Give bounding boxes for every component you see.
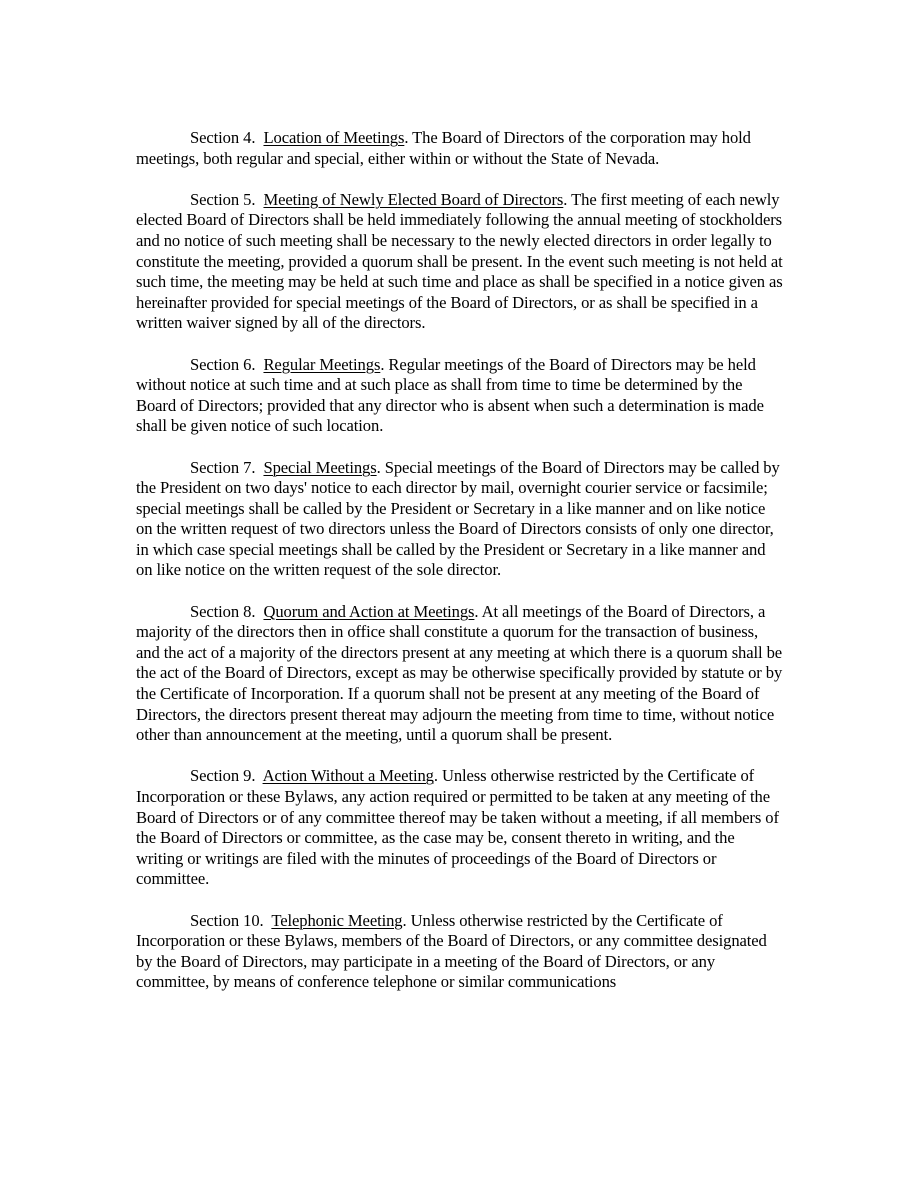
section-text: . The Board of Directors of the corporation may hold meetings, both regular and special, either within or without the State of Nevada.	[136, 128, 751, 168]
section-8	[136, 602, 784, 746]
section-heading: Location of Meetings	[263, 128, 405, 147]
section-7	[136, 458, 784, 582]
section-text: . Unless otherwise restricted by the Certificate of Incorporation or these Bylaws, any action required or permitted to be taken at any meeting of the Board of Directors or of any committee thereof may be taken without a meeting, if all members of the Board of Directors or committee, as the case may be, consent thereto in writing, and the writing or writings are filed with the minutes of proceedings of the Board of Directors or committee.	[136, 766, 779, 889]
section-text: . Unless otherwise restricted by the Certificate of Incorporation or these Bylaws, members of the Board of Directors, or any committee designated by the Board of Directors, may participate in a meeting of the Board of Directors, or any committee, by means of conference telephone or similar communications	[136, 910, 767, 992]
section-number: Section 6.	[190, 354, 264, 374]
section-10	[136, 911, 784, 993]
section-9	[136, 766, 784, 890]
section-number: Section 9.	[190, 766, 263, 786]
section-heading: Telephonic Meeting	[271, 910, 403, 930]
section-heading: Regular Meetings	[263, 354, 381, 374]
section-text: . Regular meetings of the Board of Directors may be held without notice at such time and at such place as shall from time to time be determined by the Board of Directors; provided that any director who is absent when such a determination is made shall be given notice of such location.	[136, 354, 764, 436]
section-4	[136, 128, 784, 169]
section-number: Section 7.	[190, 457, 264, 477]
section-heading: Special Meetings	[263, 457, 377, 477]
section-heading: Action Without a Meeting	[262, 766, 434, 786]
section-5	[136, 190, 784, 334]
section-number: Section 4.	[190, 128, 264, 147]
section-number: Section 10.	[190, 910, 272, 930]
section-heading: Meeting of Newly Elected Board of Directors	[263, 189, 564, 209]
section-6	[136, 355, 784, 437]
section-text: . At all meetings of the Board of Directors, a majority of the directors then in office shall constitute a quorum for the transaction of business, and the act of a majority of the directors present at any meeting at which there is a quorum shall be the act of the Board of Directors, except as may be otherwise specifically provided by statute or by the Certificate of Incorporation. If a quorum shall not be present at any meeting of the Board of Directors, the directors present thereat may adjourn the meeting from time to time, without notice other than announcement at the meeting, until a quorum shall be present.	[136, 601, 783, 745]
section-text: . Special meetings of the Board of Directors may be called by the President on two days' notice to each director by mail, overnight courier service or facsimile; special meetings shall be called by the President or Secretary in a like manner and on like notice on the written request of two directors unless the Board of Directors consists of only one director, in which case special meetings shall be called by the President or Secretary in a like manner and on like notice on the written request of the sole director.	[136, 457, 780, 580]
section-heading: Quorum and Action at Meetings	[263, 601, 475, 621]
section-number: Section 8.	[190, 601, 264, 621]
section-number: Section 5.	[190, 189, 264, 209]
document-body	[136, 128, 784, 1014]
section-text: . The first meeting of each newly elected Board of Directors shall be held immediately following the annual meeting of stockholders and no notice of such meeting shall be necessary to the newly elected directors in order legally to constitute the meeting, provided a quorum shall be present. In the event such meeting is not held at such time, the meeting may be held at such time and place as shall be specified in a notice given as hereinafter provided for special meetings of the Board of Directors, or as shall be specified in a written waiver signed by all of the directors.	[136, 189, 783, 333]
